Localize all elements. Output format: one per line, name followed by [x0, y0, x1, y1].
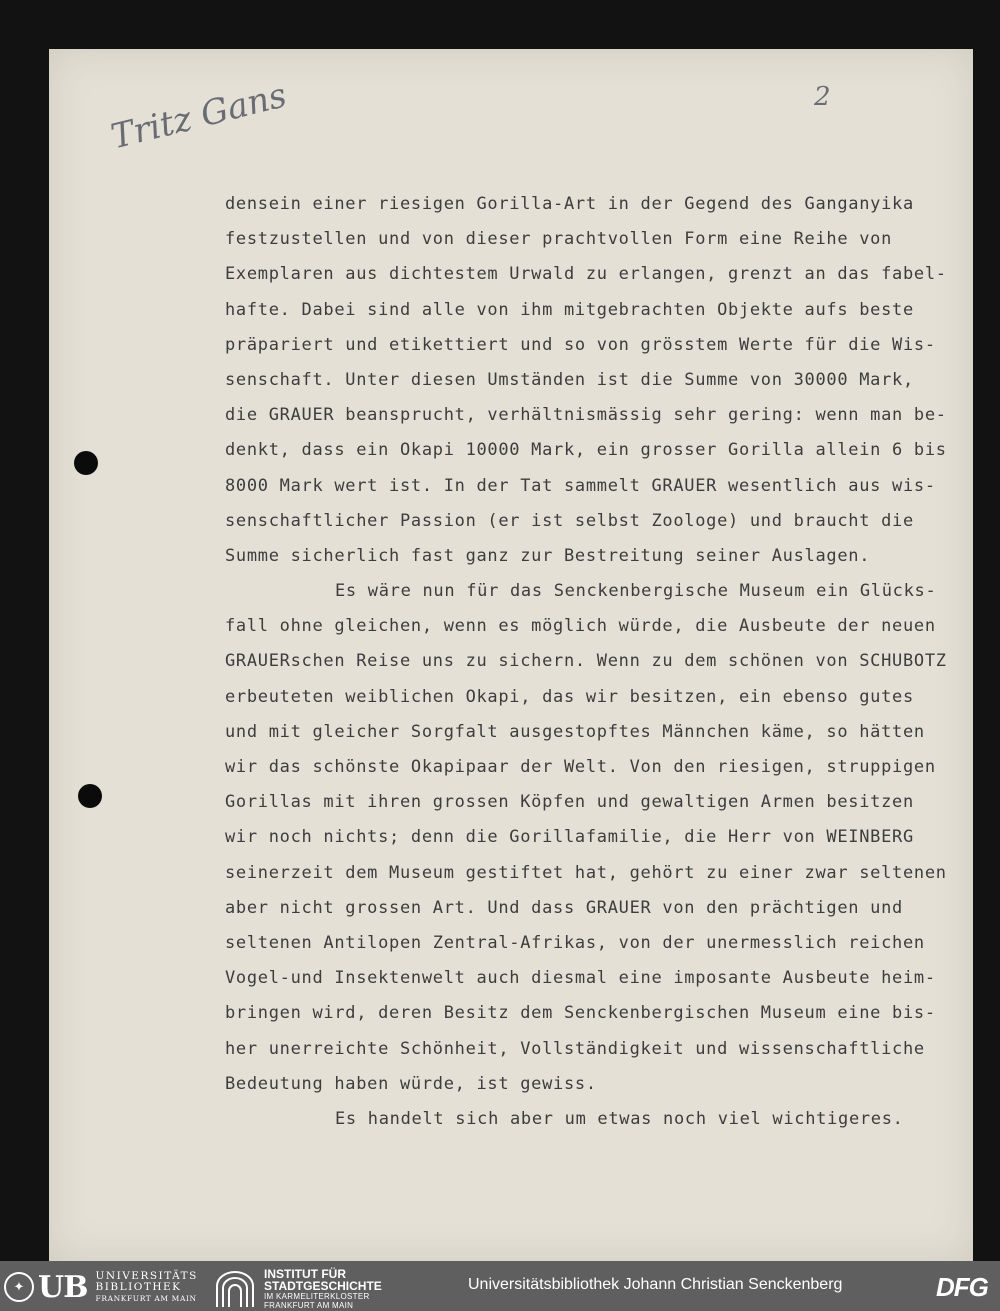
page-number: 2: [814, 82, 831, 112]
arch-icon: [214, 1270, 256, 1308]
text-line: Gorillas mit ihren grossen Köpfen und gewaltigen Armen besitzen: [225, 792, 914, 813]
ub-logo-letters: UB: [38, 1269, 88, 1305]
handwritten-note: Tritz Gans: [107, 75, 291, 158]
text-line: Bedeutung haben würde, ist gewiss.: [225, 1073, 597, 1094]
text-line: senschaftlicher Passion (er ist selbst Zoologe) und braucht die: [225, 510, 914, 531]
text-line: her unerreichte Schönheit, Vollständigkeit und wissenschaftliche: [225, 1038, 925, 1059]
library-title: Universitätsbibliothek Johann Christian Senckenberg: [468, 1276, 843, 1293]
text-line: und mit gleicher Sorgfalt ausgestopftes Männchen käme, so hätten: [225, 721, 925, 742]
footer-bar: [0, 1261, 1000, 1311]
seal-icon: ✦: [4, 1272, 34, 1302]
text-line: Vogel-und Insektenwelt auch diesmal eine imposante Ausbeute heim-: [225, 968, 936, 989]
ub-logo-text: UNIVERSITÄTS BIBLIOTHEK FRANKFURT AM MAIN: [95, 1269, 198, 1303]
text-line: Summe sicherlich fast ganz zur Bestreitung seiner Auslagen.: [225, 545, 871, 566]
text-line: wir noch nichts; denn die Gorillafamilie, die Herr von WEINBERG: [225, 827, 914, 848]
text-line: Es handelt sich aber um etwas noch viel wichtigeres.: [335, 1108, 904, 1129]
text-line: erbeuteten weiblichen Okapi, das wir besitzen, ein ebenso gutes: [225, 686, 914, 707]
text-line: densein einer riesigen Gorilla-Art in der Gegend des Ganganyika: [225, 194, 914, 214]
text-line: bringen wird, deren Besitz dem Senckenbergischen Museum eine bis-: [225, 1003, 936, 1024]
text-line: aber nicht grossen Art. Und dass GRAUER von den prächtigen und: [225, 897, 903, 918]
isg-logo-text: INSTITUT FÜR STADTGESCHICHTE IM KARMELITERKLOSTER FRANKFURT AM MAIN: [264, 1267, 382, 1310]
text-line: seinerzeit dem Museum gestiftet hat, gehört zu einer zwar seltenen: [225, 862, 947, 883]
text-line: fall ohne gleichen, wenn es möglich würde, die Ausbeute der neuen: [225, 616, 936, 637]
text-line: seltenen Antilopen Zentral-Afrikas, von der unermesslich reichen: [225, 932, 925, 953]
ub-logo[interactable]: [4, 1270, 198, 1304]
text-line: Es wäre nun für das Senckenbergische Museum ein Glücks-: [335, 581, 937, 602]
text-line: denkt, dass ein Okapi 10000 Mark, ein grosser Gorilla allein 6 bis: [225, 440, 947, 461]
typed-text: [225, 187, 965, 1137]
text-line: hafte. Dabei sind alle von ihm mitgebrachten Objekte aufs beste: [225, 299, 914, 320]
text-line: 8000 Mark wert ist. In der Tat sammelt GRAUER wesentlich aus wis-: [225, 475, 936, 496]
isg-logo[interactable]: [214, 1268, 382, 1310]
punch-hole: [78, 784, 102, 808]
text-line: wir das schönste Okapipaar der Welt. Von den riesigen, struppigen: [225, 757, 936, 777]
text-line: Exemplaren aus dichtestem Urwald zu erlangen, grenzt an das fabel-: [225, 264, 947, 285]
text-line: die GRAUER beansprucht, verhältnismässig sehr gering: wenn man be-: [225, 405, 947, 426]
text-line: senschaft. Unter diesen Umständen ist die Summe von 30000 Mark,: [225, 369, 914, 390]
text-line: präpariert und etikettiert und so von grösstem Werte für die Wis-: [225, 334, 936, 355]
text-line: festzustellen und von dieser prachtvollen Form eine Reihe von: [225, 229, 893, 250]
dfg-logo[interactable]: DFG: [936, 1272, 988, 1302]
punch-hole: [74, 451, 98, 475]
text-line: GRAUERschen Reise uns zu sichern. Wenn zu dem schönen von SCHUBOTZ: [225, 651, 947, 672]
